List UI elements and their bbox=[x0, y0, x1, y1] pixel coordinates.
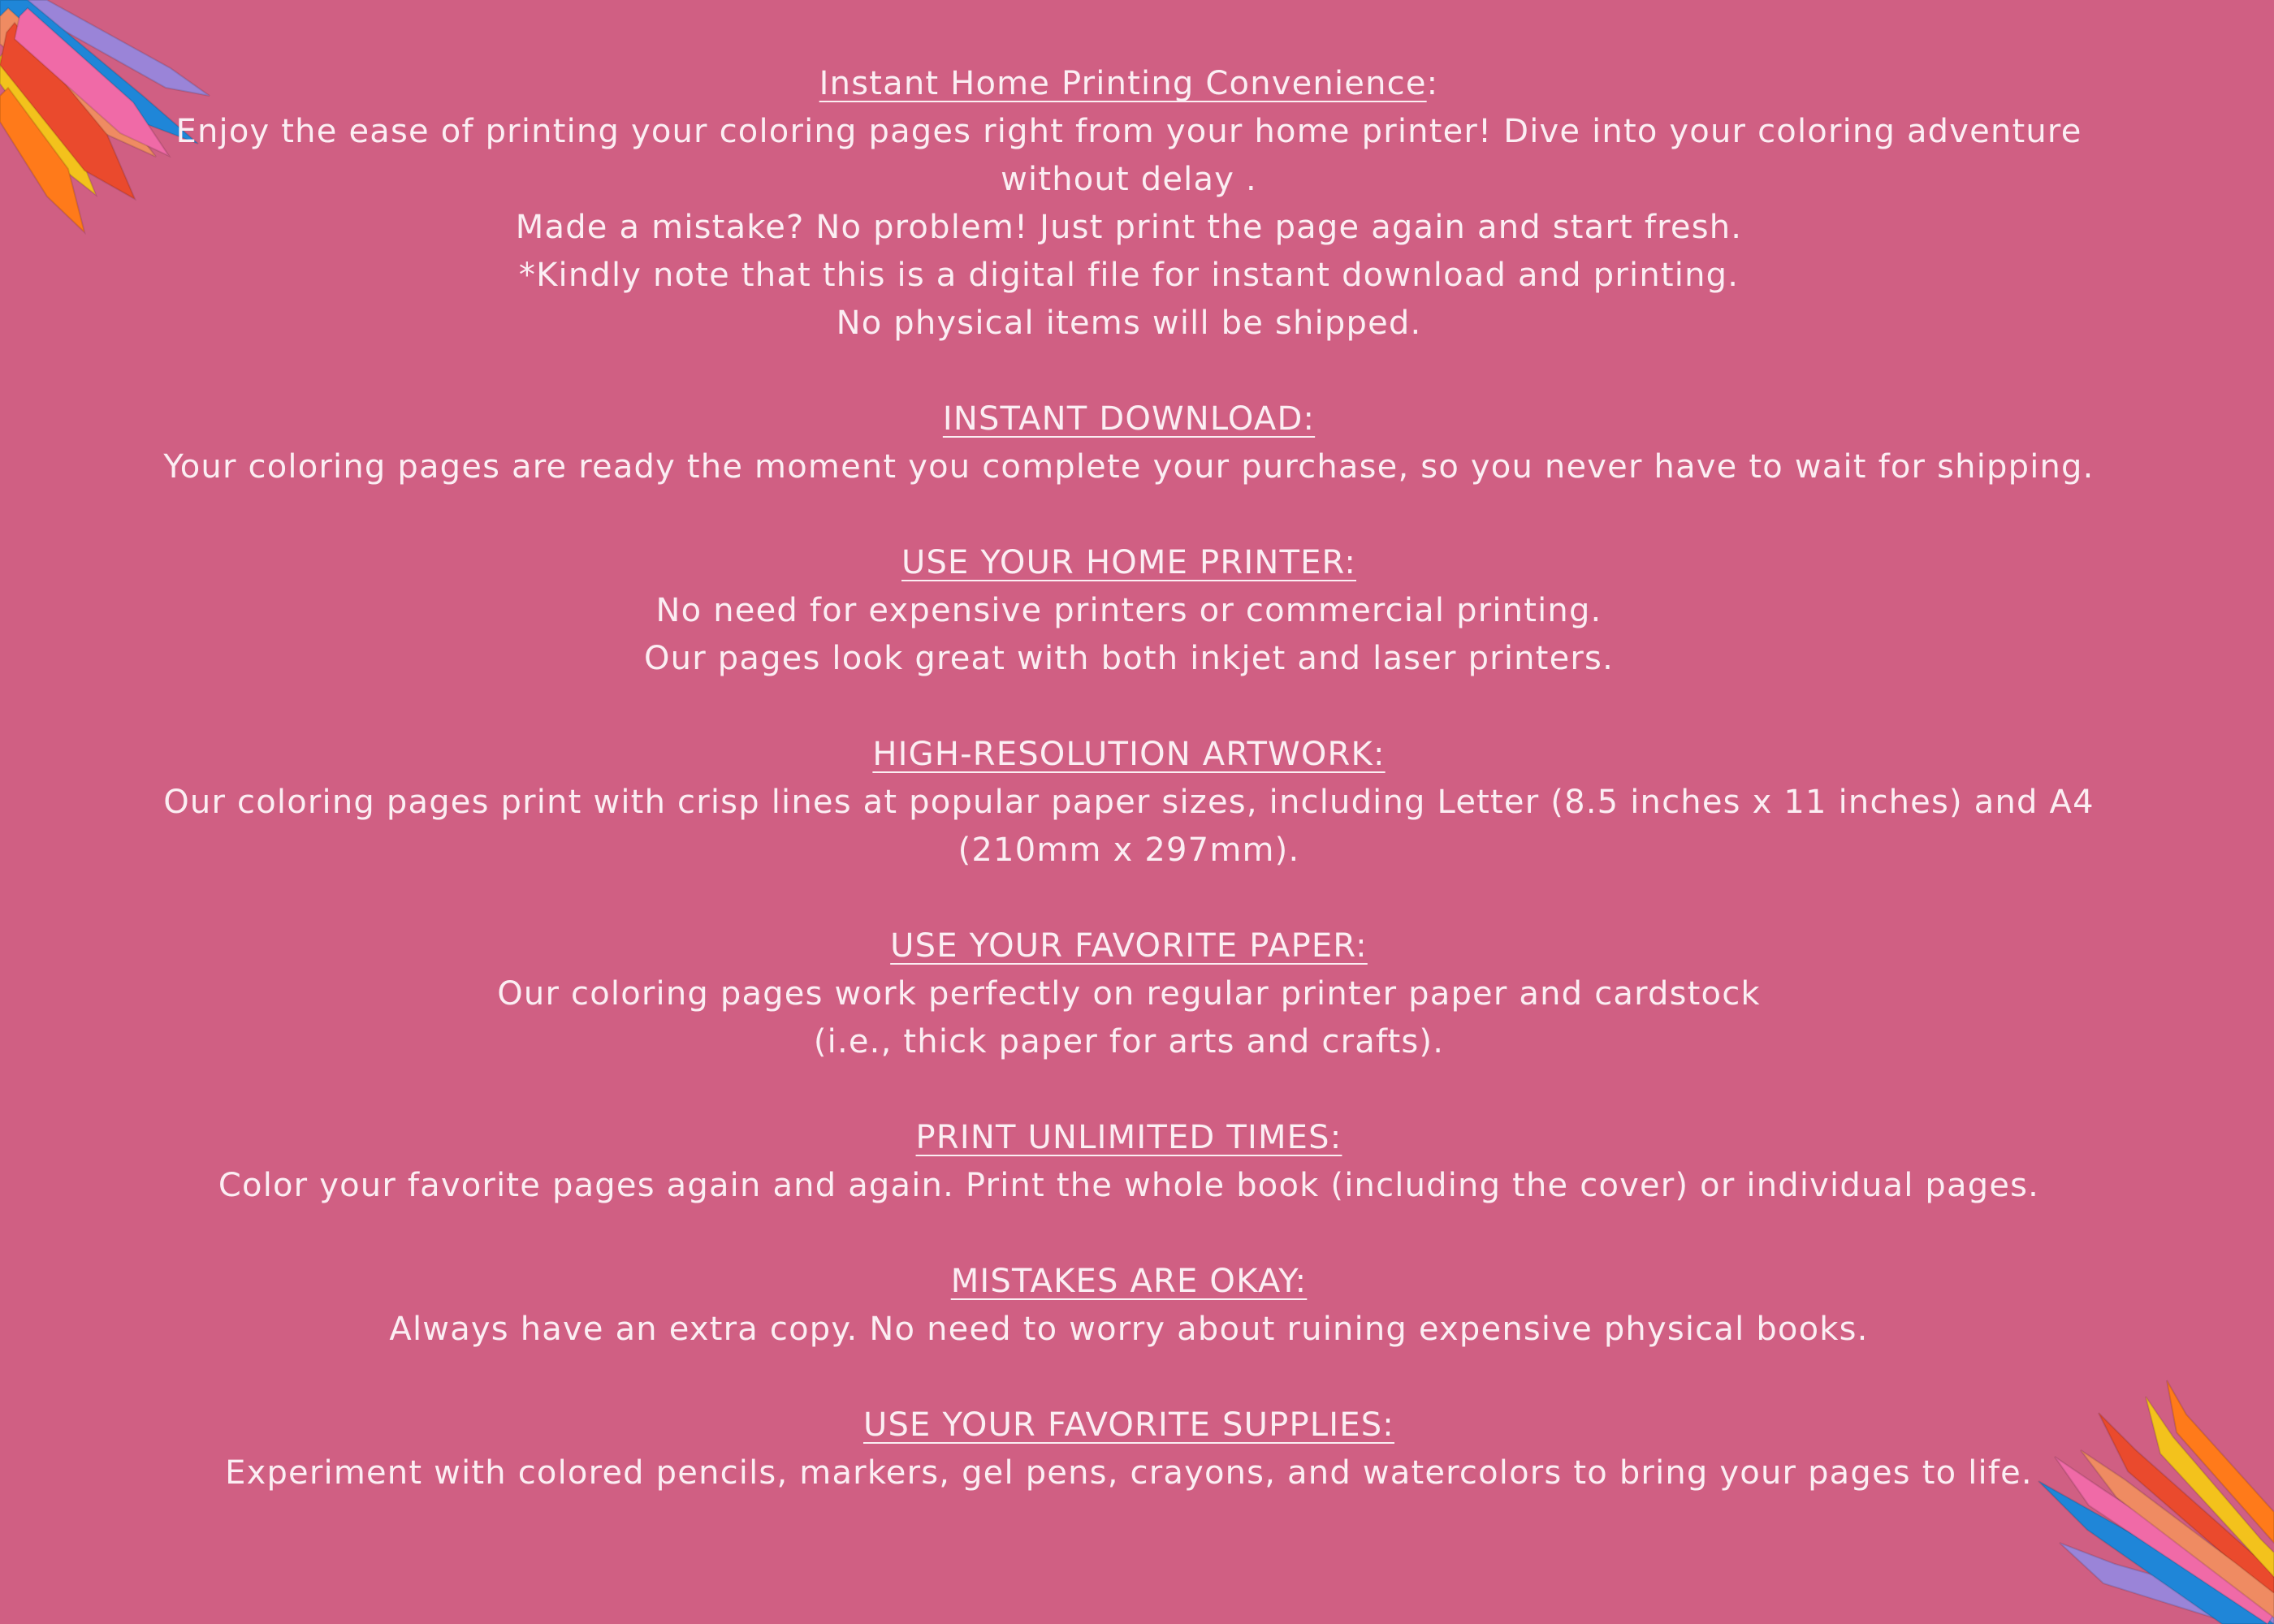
section-body-line: Experiment with colored pencils, markers, gel pens, crayons, and watercolors to bring your pages to life. bbox=[225, 1454, 2033, 1492]
section-heading-line bbox=[146, 1114, 2112, 1162]
section-body-line: without delay . bbox=[1001, 161, 1257, 198]
section-body-line: Color your favorite pages again and again. Print the whole book (including the cover) or individual pages. bbox=[218, 1167, 2040, 1204]
section-heading-suffix: : bbox=[1426, 65, 1439, 102]
section-heading-line bbox=[146, 395, 2112, 443]
content-column bbox=[146, 60, 2112, 1497]
section-print-unlimited bbox=[146, 1114, 2112, 1210]
section-body-line: Our coloring pages print with crisp lines at popular paper sizes, including Letter (8.5 inches x 11 inches) and A4 bbox=[163, 784, 2095, 821]
section-instant-download bbox=[146, 395, 2112, 491]
section-body-line: No need for expensive printers or commercial printing. bbox=[655, 592, 1602, 629]
section-heading-line bbox=[146, 1402, 2112, 1449]
section-heading-line bbox=[146, 731, 2112, 779]
section-heading-line bbox=[146, 539, 2112, 587]
section-body-line: No physical items will be shipped. bbox=[836, 304, 1422, 342]
section-heading: Instant Home Printing Convenience bbox=[819, 65, 1427, 102]
section-mistakes-okay bbox=[146, 1258, 2112, 1354]
section-favorite-paper bbox=[146, 922, 2112, 1066]
section-heading: HIGH-RESOLUTION ARTWORK: bbox=[872, 736, 1386, 773]
section-body-line: (210mm x 297mm). bbox=[958, 831, 1300, 869]
section-heading: USE YOUR FAVORITE SUPPLIES: bbox=[862, 1406, 1394, 1444]
section-heading: MISTAKES ARE OKAY: bbox=[950, 1263, 1308, 1300]
section-heading: USE YOUR HOME PRINTER: bbox=[901, 544, 1356, 581]
section-body-line: Made a mistake? No problem! Just print the page again and start fresh. bbox=[515, 209, 1743, 246]
section-heading: INSTANT DOWNLOAD: bbox=[942, 400, 1316, 438]
section-favorite-supplies bbox=[146, 1402, 2112, 1497]
section-high-resolution-artwork bbox=[146, 731, 2112, 875]
section-body-line: *Kindly note that this is a digital file for instant download and printing. bbox=[518, 257, 1740, 294]
section-heading-line bbox=[146, 1258, 2112, 1306]
section-body-line: Our pages look great with both inkjet and laser printers. bbox=[643, 640, 1614, 677]
section-heading-line bbox=[146, 922, 2112, 970]
section-heading-line bbox=[146, 60, 2112, 108]
section-instant-home-printing bbox=[146, 60, 2112, 348]
section-body-line: Your coloring pages are ready the moment you complete your purchase, so you never have to wait for shipping. bbox=[163, 448, 2095, 486]
section-body-line: Always have an extra copy. No need to worry about ruining expensive physical books. bbox=[389, 1311, 1869, 1348]
section-body-line: Enjoy the ease of printing your coloring pages right from your home printer! Dive into your coloring adventure bbox=[175, 113, 2082, 150]
section-home-printer bbox=[146, 539, 2112, 683]
section-heading: PRINT UNLIMITED TIMES: bbox=[915, 1119, 1342, 1156]
section-body-line: Our coloring pages work perfectly on regular printer paper and cardstock bbox=[497, 975, 1761, 1013]
section-heading: USE YOUR FAVORITE PAPER: bbox=[890, 927, 1368, 965]
section-body-line: (i.e., thick paper for arts and crafts). bbox=[813, 1023, 1445, 1060]
